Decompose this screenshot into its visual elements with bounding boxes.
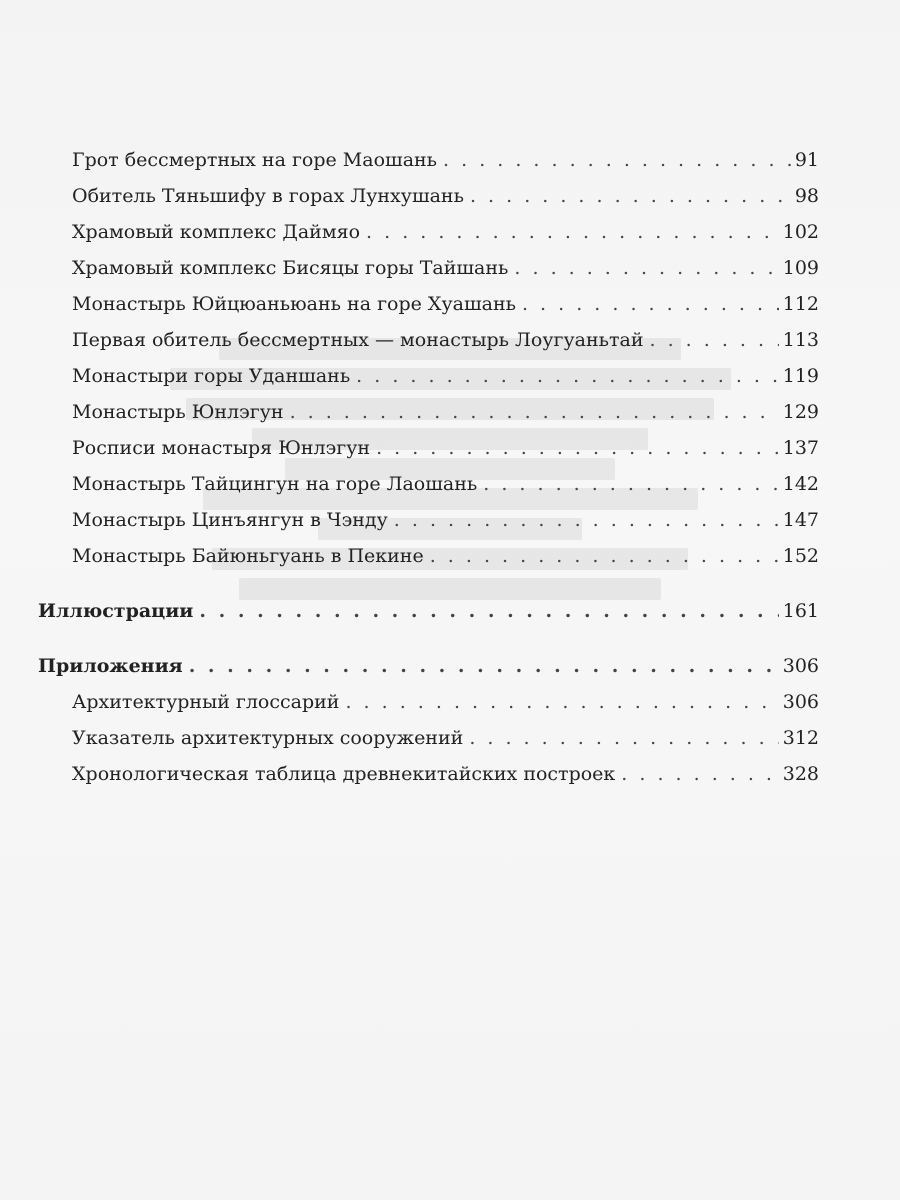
toc-section	[38, 599, 819, 623]
toc-section-page: 161	[782, 600, 819, 622]
toc-entry-page: 152	[782, 545, 819, 567]
toc-leader-dots	[650, 328, 779, 352]
toc-leader-dots	[514, 256, 778, 280]
toc-entry-page: 328	[782, 763, 819, 785]
toc-leader-dots	[470, 184, 791, 208]
toc-entry-title: Указатель архитектурных сооружений	[72, 727, 464, 749]
toc-entry	[72, 184, 819, 208]
toc-entry	[72, 292, 819, 316]
toc-leader-dots	[394, 508, 779, 532]
toc-leader-dots	[621, 762, 778, 786]
toc-leader-dots	[376, 436, 779, 460]
toc-leader-dots	[522, 292, 779, 316]
toc-leader-dots	[356, 364, 779, 388]
toc-entry-page: 147	[782, 509, 819, 531]
toc-entry-title: Хронологическая таблица древнекитайских построек	[72, 763, 616, 785]
toc-entry-title: Храмовый комплекс Даймяо	[72, 221, 361, 243]
toc-entry	[72, 472, 819, 496]
toc-entry-page: 102	[782, 221, 819, 243]
toc-entry-title: Монастырь Цинъянгун в Чэнду	[72, 509, 388, 531]
toc-leader-dots	[366, 220, 779, 244]
toc-entry	[72, 364, 819, 388]
toc-entry	[72, 544, 819, 568]
toc-section-page: 306	[782, 655, 819, 677]
toc-leader-dots	[469, 726, 778, 750]
toc-entry-page: 109	[782, 257, 819, 279]
toc-entry-title: Обитель Тяньшифу в горах Лунхушань	[72, 185, 464, 207]
toc-entry	[72, 508, 819, 532]
toc-entry	[72, 148, 819, 172]
toc-entry-page: 91	[794, 149, 819, 171]
toc-entry-page: 112	[782, 293, 819, 315]
toc-leader-dots	[290, 400, 779, 424]
toc-leader-dots	[189, 654, 779, 678]
toc-leader-dots	[483, 472, 778, 496]
toc-entry	[72, 690, 819, 714]
toc-section-title: Иллюстрации	[38, 600, 194, 622]
toc-section-title: Приложения	[38, 655, 183, 677]
toc-leader-dots	[443, 148, 791, 172]
toc-entry-title: Монастырь Тайцингун на горе Лаошань	[72, 473, 478, 495]
toc-entry	[72, 256, 819, 280]
toc-entry-page: 119	[782, 365, 819, 387]
toc-entry-page: 113	[782, 329, 819, 351]
toc-entry	[72, 400, 819, 424]
toc-entry	[72, 436, 819, 460]
toc-entry-title: Архитектурный глоссарий	[72, 691, 340, 713]
toc-entry-title: Росписи монастыря Юнлэгун	[72, 437, 371, 459]
toc-entry-title: Монастырь Байюньгуань в Пекине	[72, 545, 424, 567]
toc-leader-dots	[430, 544, 779, 568]
toc-entry	[72, 762, 819, 786]
toc-entry-page: 129	[782, 401, 819, 423]
toc-entry-title: Первая обитель бессмертных — монастырь Лоугуаньтай	[72, 329, 644, 351]
toc-entry-page: 306	[782, 691, 819, 713]
toc-entry-page: 142	[782, 473, 819, 495]
toc-leader-dots	[199, 599, 778, 623]
toc-entry	[72, 328, 819, 352]
toc-entry	[72, 220, 819, 244]
toc-entry-title: Монастырь Юнлэгун	[72, 401, 284, 423]
toc-entry-page: 312	[782, 727, 819, 749]
toc-entry	[72, 726, 819, 750]
toc-entry-title: Храмовый комплекс Бисяцы горы Тайшань	[72, 257, 509, 279]
toc-entry-page: 137	[782, 437, 819, 459]
toc-section	[38, 654, 819, 678]
toc-entry-title: Грот бессмертных на горе Маошань	[72, 149, 438, 171]
toc-entry-title: Монастыри горы Уданшань	[72, 365, 351, 387]
toc-leader-dots	[345, 690, 778, 714]
toc-entry-title: Монастырь Юйцюаньюань на горе Хуашань	[72, 293, 516, 315]
toc-entry-page: 98	[794, 185, 819, 207]
